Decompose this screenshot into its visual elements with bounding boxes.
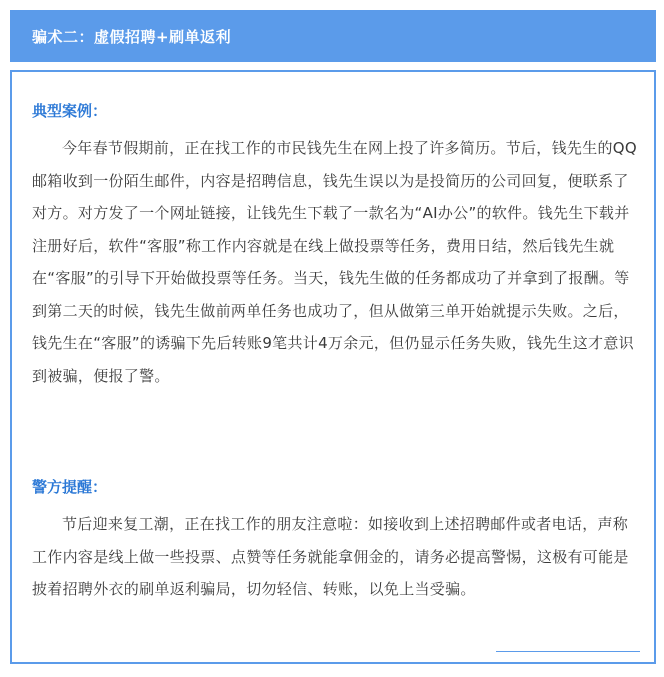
content-box	[10, 70, 656, 664]
case-heading: 典型案例：	[32, 102, 108, 120]
warning-paragraph: 节后迎来复工潮，正在找工作的朋友注意啦：如接收到上述招聘邮件或者电话，声称工作内容是线上做一些投票、点赞等任务就能拿佣金的，请务必提高警惕，这极有可能是披着招聘外衣的刷单返利骗局，切勿轻信、转账，以免上当受骗。	[32, 515, 629, 598]
section-title: 骗术二：虚假招聘+刷单返利	[32, 27, 232, 46]
warning-heading: 警方提醒：	[32, 478, 108, 496]
section-header-bar	[10, 10, 656, 62]
footer-divider	[496, 651, 640, 652]
case-paragraph: 今年春节假期前，正在找工作的市民钱先生在网上投了许多简历。节后，钱先生的QQ邮箱收到一份陌生邮件，内容是招聘信息，钱先生误以为是投简历的公司回复，便联系了对方。对方发了一个网址链接，让钱先生下载了一款名为“AI办公”的软件。钱先生下载并注册好后，软件“客服”称工作内容就是在线上做投票等任务，费用日结，然后钱先生就在“客服”的引导下开始做投票等任务。当天，钱先生做的任务都成功了并拿到了报酬。等到第二天的时候，钱先生做前两单任务也成功了，但从做第三单开始就提示失败。之后，钱先生在“客服”的诱骗下先后转账9笔共计4万余元，但仍显示任务失败，钱先生这才意识到被骗，便报了警。	[32, 139, 638, 385]
